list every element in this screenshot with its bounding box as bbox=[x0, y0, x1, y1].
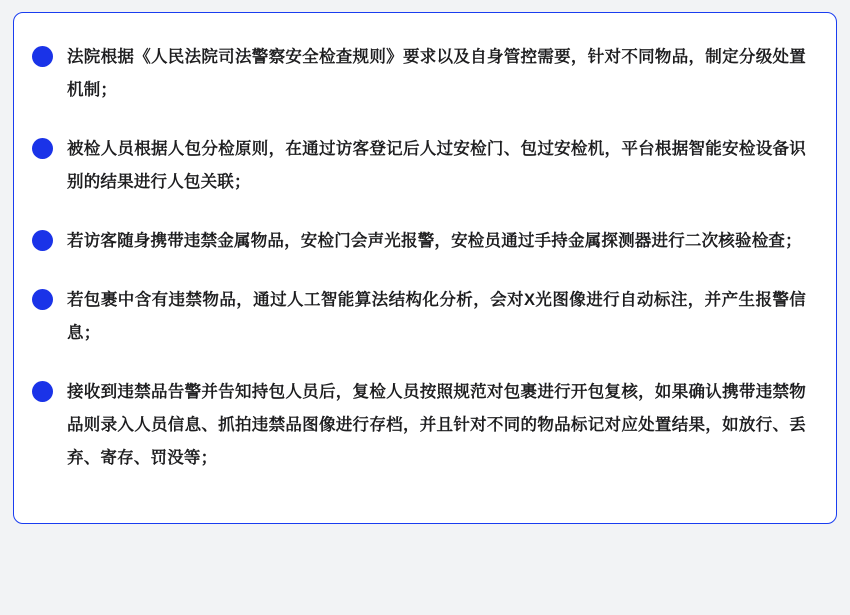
bullet-icon bbox=[32, 138, 53, 159]
list-item-text: 法院根据《人民法院司法警察安全检查规则》要求以及自身管控需要，针对不同物品，制定分级处置机制； bbox=[67, 48, 806, 99]
bullet-icon bbox=[32, 46, 53, 67]
list-item-text: 若包裹中含有违禁物品，通过人工智能算法结构化分析，会对X光图像进行自动标注，并产生报警信息； bbox=[67, 291, 806, 342]
procedure-list bbox=[14, 13, 836, 475]
content-card bbox=[13, 12, 837, 524]
list-item-text: 若访客随身携带违禁金属物品，安检门会声光报警，安检员通过手持金属探测器进行二次核验检查； bbox=[67, 232, 802, 250]
list-item-text: 接收到违禁品告警并告知持包人员后，复检人员按照规范对包裹进行开包复核，如果确认携带违禁物品则录入人员信息、抓拍违禁品图像进行存档，并且针对不同的物品标记对应处置结果，如放行、丢弃、寄存、罚没等； bbox=[67, 383, 806, 467]
list-item bbox=[32, 284, 806, 350]
list-item bbox=[32, 376, 806, 475]
list-item bbox=[32, 41, 806, 107]
list-item bbox=[32, 133, 806, 199]
bullet-icon bbox=[32, 230, 53, 251]
list-item-text: 被检人员根据人包分检原则，在通过访客登记后人过安检门、包过安检机，平台根据智能安检设备识别的结果进行人包关联； bbox=[67, 140, 806, 191]
bullet-icon bbox=[32, 289, 53, 310]
list-item bbox=[32, 225, 806, 258]
bullet-icon bbox=[32, 381, 53, 402]
